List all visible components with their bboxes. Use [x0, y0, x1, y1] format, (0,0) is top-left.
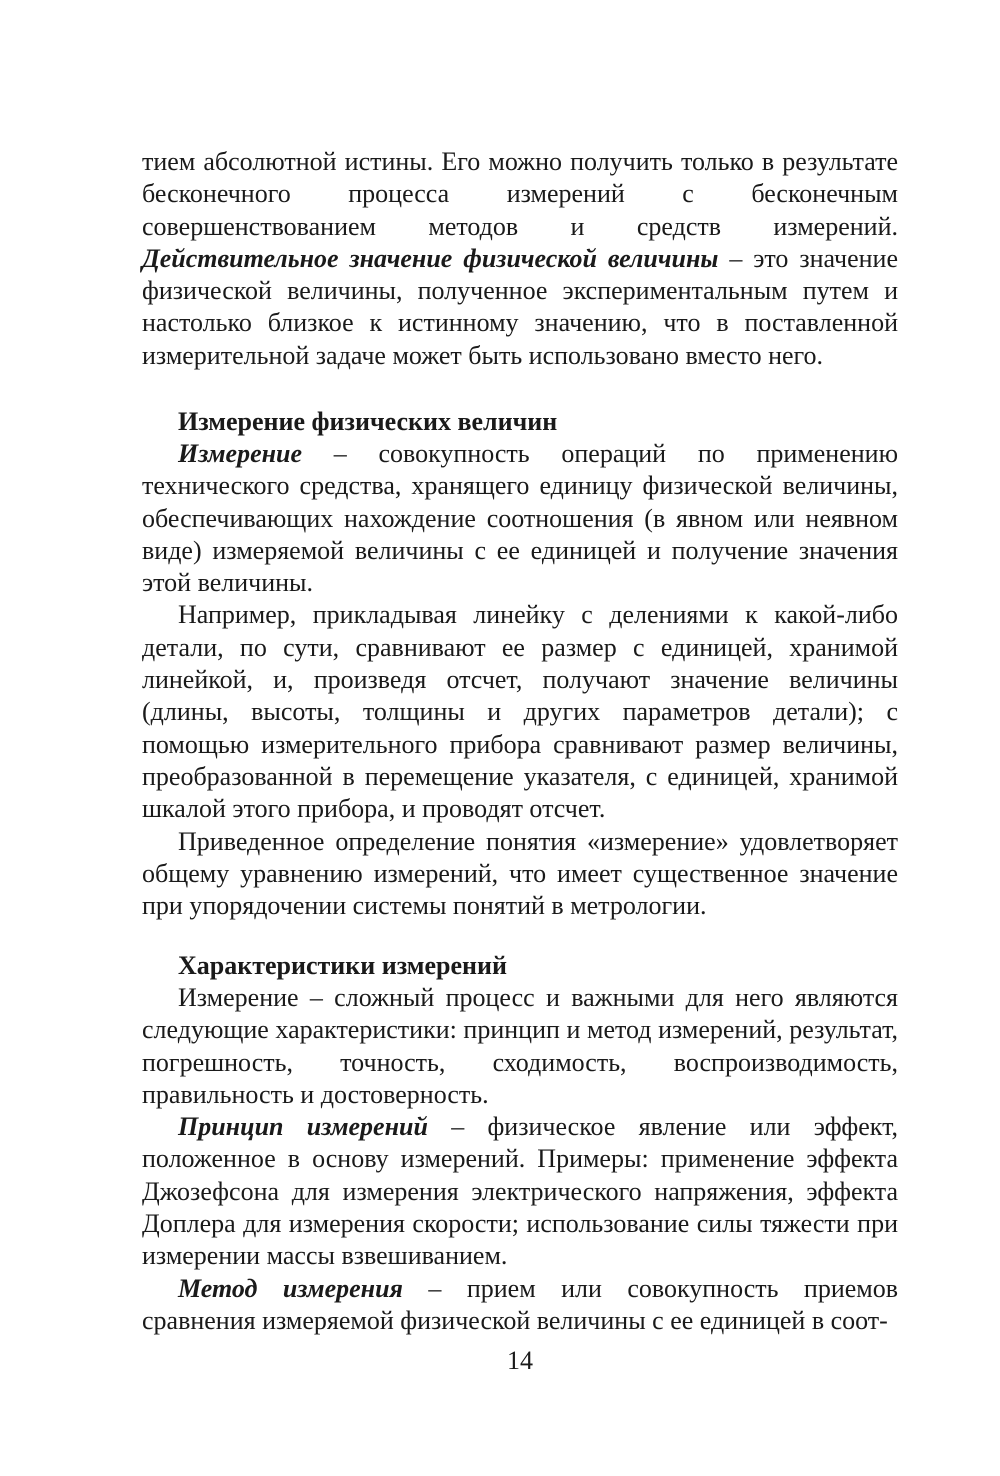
paragraph-characteristics-list: Измерение – сложный процесс и важными для него являются следующие характеристики: принцип и метод измерений, результат, погрешность, точность, сходимость, воспроизводимость, правильность и достоверность. [142, 983, 898, 1109]
paragraph-actual-value [142, 146, 898, 372]
document-page [142, 0, 898, 1476]
paragraph-measurement-example: Например, прикладывая линейку с делениями к какой-либо детали, по сути, сравнивают ее размер с единицей, хранимой линейкой, и, произведя отсчет, получают значение величины (длины, высоты, толщины и других параметров детали); с помощью измерительного прибора сравнивают размер величины, преобразованной в перемещение указателя, с единицей, хранимой шкалой этого прибора, и проводят отсчет. [142, 600, 898, 824]
section-measurement [142, 406, 898, 922]
paragraph-measurement-note: Приведенное определение понятия «измерение» удовлетворяет общему уравнению измерений, что имеет существенное значение при упорядочении системы понятий в метрологии. [142, 826, 898, 921]
section-characteristics [142, 950, 898, 1337]
paragraph-rest: – прием или совокупность приемов сравнения измеряемой физической величины с ее единицей в соот- [142, 1273, 899, 1335]
paragraph-rest: – совокупность операций по применению технического средства, хранящего единицу физической величины, обеспечивающих нахождение соотношения (в явном или неявном виде) измеряемой величины с ее единицей и получение значения этой величины. [142, 439, 898, 598]
term-measurement: Измерение [178, 439, 303, 468]
paragraph-rest: – это значение физической величины, полученное экспериментальным путем и настолько близкое к истинному значению, что в поставленной измерительной задаче может быть использовано вместо него. [142, 243, 898, 370]
term-actual-value: Действительное значение физической величины [142, 243, 719, 273]
paragraph-rest: – физическое явление или эффект, положенное в основу измерений. Примеры: применение эффекта Джозефсона для измерения электрического напряжения, эффекта Доплера для измерения скорости; использование силы тяжести при измерении массы взвешиванием. [142, 1112, 898, 1271]
paragraph-lead: тием абсолютной истины. Его можно получить только в результате бесконечного процесса измерений с бесконечным совершенствованием методов и средств измерений. [142, 147, 898, 241]
text-block-top [142, 146, 898, 372]
page-number: 14 [507, 1346, 533, 1375]
paragraph-principle [142, 1111, 898, 1272]
term-principle: Принцип измерений [178, 1112, 428, 1142]
heading-measurement: Измерение физических величин [178, 407, 558, 436]
term-method: Метод измерения [178, 1273, 403, 1303]
paragraph-measurement-definition [142, 438, 898, 599]
heading-characteristics: Характеристики измерений [178, 951, 507, 980]
paragraph-method [142, 1273, 898, 1338]
